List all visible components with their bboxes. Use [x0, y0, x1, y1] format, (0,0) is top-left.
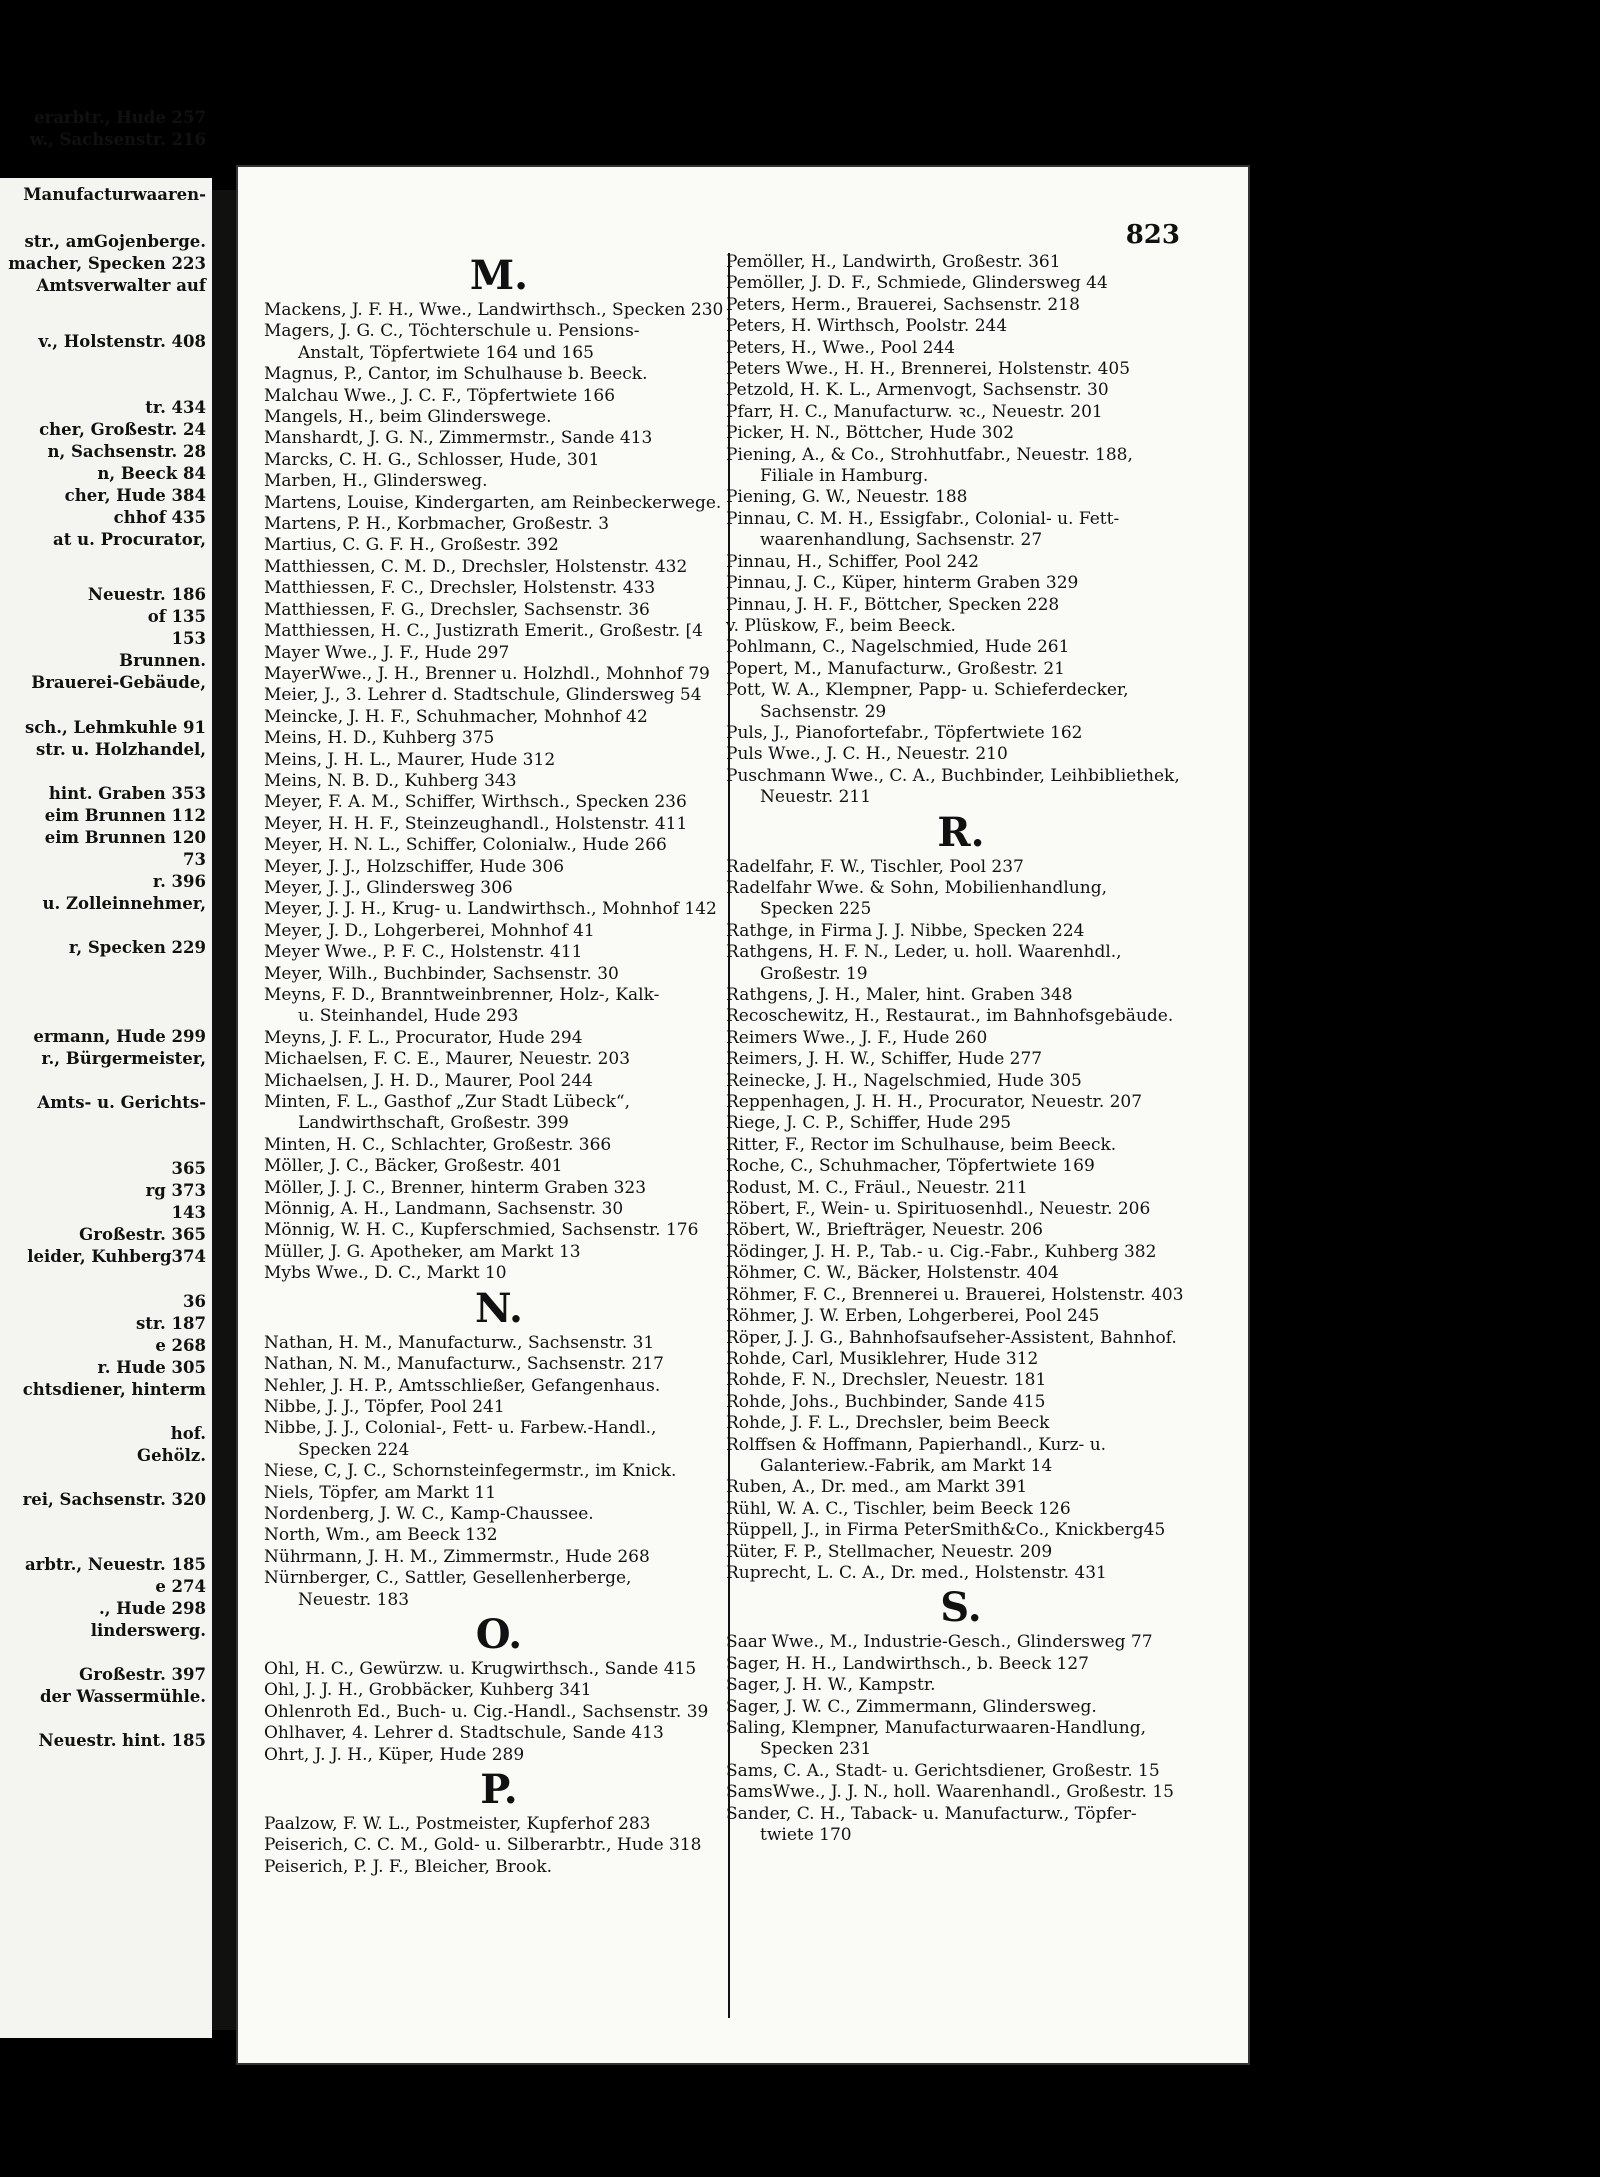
directory-entry: Matthiessen, F. G., Drechsler, Sachsenstr. 36 [264, 599, 650, 620]
directory-entry: Martens, Louise, Kindergarten, am Reinbeckerwege. [264, 492, 722, 513]
section-letter-heading: P. [480, 1766, 518, 1813]
directory-entry: Pott, W. A., Klempner, Papp- u. Schieferdecker, [726, 680, 1129, 701]
directory-entry: Mönnig, W. H. C., Kupferschmied, Sachsenstr. 176 [264, 1220, 699, 1241]
directory-entry: Röbert, F., Wein- u. Spirituosenhdl., Neuestr. 206 [726, 1199, 1151, 1220]
facing-page-line: tr. 434 [145, 398, 206, 417]
directory-entry: Ohl, J. J. H., Grobbäcker, Kuhberg 341 [264, 1680, 592, 1701]
directory-entry: Pinnau, J. H. F., Böttcher, Specken 228 [726, 594, 1060, 615]
directory-entry: Mackens, J. F. H., Wwe., Landwirthsch., Specken 230 [264, 300, 724, 320]
directory-entry: Rodust, M. C., Fräul., Neuestr. 211 [726, 1177, 1028, 1198]
directory-entry: Rüter, F. P., Stellmacher, Neuestr. 209 [726, 1541, 1053, 1562]
directory-entry: Möller, J. C., Bäcker, Großestr. 401 [264, 1156, 563, 1177]
directory-entry: Saar Wwe., M., Industrie-Gesch., Glindersweg 77 [726, 1632, 1153, 1653]
directory-entry: Rühl, W. A. C., Tischler, beim Beeck 126 [726, 1498, 1071, 1519]
directory-entry: Röhmer, F. C., Brennerei u. Brauerei, Holstenstr. 403 [726, 1284, 1184, 1305]
directory-entry: Pinnau, J. C., Küper, hinterm Graben 329 [726, 573, 1079, 594]
directory-entry-continuation: Sachsenstr. 29 [760, 701, 887, 722]
directory-entry: Nehler, J. H. P., Amtsschließer, Gefangenhaus. [264, 1375, 661, 1396]
directory-entry: Rohde, Carl, Musiklehrer, Hude 312 [726, 1348, 1039, 1369]
directory-entry: Röhmer, C. W., Bäcker, Holstenstr. 404 [726, 1263, 1059, 1284]
facing-page-line: of 135 [147, 607, 206, 626]
directory-entry: Nordenberg, J. W. C., Kamp-Chaussee. [264, 1503, 594, 1524]
facing-page-line: w., Sachsenstr. 216 [29, 130, 206, 149]
facing-page-line: 36 [183, 1292, 206, 1311]
facing-page-line: u. Zolleinnehmer, [42, 894, 206, 913]
directory-entry: Piening, G. W., Neuestr. 188 [726, 487, 968, 508]
directory-entry: Ruprecht, L. C. A., Dr. med., Holstenstr. 431 [726, 1562, 1107, 1583]
directory-entry: Rohde, J. F. L., Drechsler, beim Beeck [726, 1413, 1050, 1434]
directory-entry: Radelfahr, F. W., Tischler, Pool 237 [726, 856, 1024, 877]
directory-entry-continuation: Filiale in Hamburg. [760, 466, 929, 487]
facing-page-line: Amts- u. Gerichts- [37, 1093, 206, 1112]
directory-entry: Magnus, P., Cantor, im Schulhause b. Beeck. [264, 364, 648, 385]
directory-entry: Sager, H. H., Landwirthsch., b. Beeck 127 [726, 1653, 1089, 1674]
section-letter-heading: O. [475, 1610, 523, 1658]
directory-entry: MayerWwe., J. H., Brenner u. Holzhdl., Mohnhof 79 [264, 663, 710, 684]
directory-entry: Meins, H. D., Kuhberg 375 [264, 728, 495, 749]
left-page-edge [0, 108, 212, 2038]
directory-entry: Pohlmann, C., Nagelschmied, Hude 261 [726, 637, 1070, 658]
directory-entry: Petzold, H. K. L., Armenvogt, Sachsenstr. 30 [726, 380, 1109, 401]
facing-page-line: str. u. Holzhandel, [35, 740, 206, 759]
directory-entry: Michaelsen, J. H. D., Maurer, Pool 244 [264, 1070, 593, 1091]
directory-entry: Rödinger, J. H. P., Tab.- u. Cig.-Fabr., Kuhberg 382 [726, 1241, 1157, 1262]
facing-page-line: Neuestr. hint. 185 [38, 1731, 206, 1750]
facing-page-line: rg 373 [145, 1181, 206, 1200]
facing-page-line: e 274 [155, 1577, 206, 1596]
right-column [726, 252, 1196, 1846]
directory-entry: Roche, C., Schuhmacher, Töpfertwiete 169 [726, 1156, 1095, 1177]
directory-entry: Minten, F. L., Gasthof „Zur Stadt Lübeck“, [264, 1092, 630, 1113]
directory-entry: Marcks, C. H. G., Schlosser, Hude, 301 [264, 449, 600, 470]
facing-page-line: chhof 435 [113, 508, 206, 527]
directory-entry: Pemöller, H., Landwirth, Großestr. 361 [726, 252, 1061, 272]
section-letter-heading: M. [469, 252, 529, 299]
directory-entry: Meyer, F. A. M., Schiffer, Wirthsch., Specken 236 [264, 792, 687, 813]
directory-entry: Michaelsen, F. C. E., Maurer, Neuestr. 203 [264, 1049, 631, 1070]
directory-page [236, 165, 1250, 2065]
directory-entry: Meyer, H. H. F., Steinzeughandl., Holstenstr. 411 [264, 813, 688, 834]
directory-entry: Rathgens, H. F. N., Leder, u. holl. Waarenhdl., [726, 942, 1122, 963]
facing-page-line: e 268 [155, 1336, 206, 1355]
directory-entry: Meyer Wwe., P. F. C., Holstenstr. 411 [264, 942, 583, 963]
facing-page-line: Großestr. 365 [79, 1225, 206, 1244]
directory-entry: Pfarr, H. C., Manufacturw. ꝛc., Neuestr. 201 [726, 401, 1103, 422]
facing-page-line: arbtr., Neuestr. 185 [24, 1555, 206, 1574]
facing-page-line: erarbtr., Hude 257 [34, 108, 206, 127]
facing-page-line: Manufacturwaaren- [23, 185, 206, 204]
section-letter-heading: R. [937, 808, 985, 856]
directory-entry: Matthiessen, H. C., Justizrath Emerit., Großestr. [4 [264, 621, 703, 642]
directory-entry: Niese, C, J. C., Schornsteinfegermstr., im Knick. [264, 1461, 677, 1482]
facing-page-line: Neuestr. 186 [87, 585, 206, 604]
directory-entry: Röper, J. J. G., Bahnhofsaufseher-Assistent, Bahnhof. [726, 1327, 1177, 1348]
facing-page-line: ermann, Hude 299 [33, 1027, 206, 1046]
directory-entry: Pinnau, H., Schiffer, Pool 242 [726, 551, 979, 572]
directory-entry: Meier, J., 3. Lehrer d. Stadtschule, Glindersweg 54 [264, 685, 702, 706]
directory-entry-continuation: twiete 170 [760, 1825, 852, 1846]
directory-entry: Meyns, F. D., Branntweinbrenner, Holz-, Kalk- [264, 985, 660, 1005]
facing-page-line: chtsdiener, hinterm [22, 1380, 206, 1399]
directory-entry: Müller, J. G. Apotheker, am Markt 13 [264, 1241, 581, 1262]
facing-page-line: at u. Procurator, [53, 530, 206, 549]
directory-entry: Malchau Wwe., J. C. F., Töpfertwiete 166 [264, 385, 616, 406]
directory-entry: Popert, M., Manufacturw., Großestr. 21 [726, 658, 1065, 679]
facing-page-line: n, Beeck 84 [97, 464, 206, 483]
facing-page-line: leider, Kuhberg374 [27, 1247, 206, 1266]
directory-entry: SamsWwe., J. J. N., holl. Waarenhandl., Großestr. 15 [726, 1782, 1174, 1803]
directory-entry: Matthiessen, F. C., Drechsler, Holstenstr. 433 [264, 578, 656, 599]
facing-page-line: 73 [183, 850, 206, 869]
directory-entry-continuation: Anstalt, Töpfertwiete 164 und 165 [298, 342, 594, 363]
directory-entry: Mayer Wwe., J. F., Hude 297 [264, 642, 510, 663]
facing-page-line: ., Hude 298 [98, 1599, 206, 1618]
directory-entry: Picker, H. N., Böttcher, Hude 302 [726, 423, 1015, 444]
directory-entry: Mybs Wwe., D. C., Markt 10 [264, 1263, 507, 1284]
facing-page-line: n, Sachsenstr. 28 [47, 442, 206, 461]
facing-page-line: der Wassermühle. [40, 1687, 206, 1706]
facing-page-line: r, Specken 229 [68, 938, 206, 957]
directory-entry: Sams, C. A., Stadt- u. Gerichtsdiener, Großestr. 15 [726, 1760, 1160, 1781]
directory-entry: Reimers, J. H. W., Schiffer, Hude 277 [726, 1049, 1043, 1070]
directory-entry: Rüppell, J., in Firma PeterSmith&Co., Knickberg45 [726, 1520, 1166, 1541]
directory-entry: Minten, H. C., Schlachter, Großestr. 366 [264, 1134, 612, 1155]
directory-entry: Reinecke, J. H., Nagelschmied, Hude 305 [726, 1070, 1082, 1091]
facing-page-line: hint. Graben 353 [48, 784, 206, 803]
directory-entry: Reimers Wwe., J. F., Hude 260 [726, 1027, 988, 1048]
directory-entry: Puschmann Wwe., C. A., Buchbinder, Leihbibliethek, [726, 765, 1180, 786]
directory-entry: Mönnig, A. H., Landmann, Sachsenstr. 30 [264, 1199, 624, 1220]
directory-entry: Meins, J. H. L., Maurer, Hude 312 [264, 749, 556, 770]
directory-entry: Puls Wwe., J. C. H., Neuestr. 210 [726, 744, 1008, 765]
directory-entry: Meyer, J. D., Lohgerberei, Mohnhof 41 [264, 920, 595, 941]
directory-entry: Marben, H., Glindersweg. [264, 471, 488, 492]
directory-entry: Rathge, in Firma J. J. Nibbe, Specken 224 [726, 920, 1085, 941]
directory-entry: Magers, J. G. C., Töchterschule u. Pensions- [264, 321, 640, 342]
directory-entry: Nathan, H. M., Manufacturw., Sachsenstr. 31 [264, 1332, 655, 1353]
facing-page-line: r., Bürgermeister, [41, 1049, 206, 1068]
facing-page-line: str., amGojenberge. [24, 232, 206, 251]
directory-entry: Meyer, J. J., Glindersweg 306 [264, 877, 513, 898]
directory-entry: Peters, Herm., Brauerei, Sachsenstr. 218 [726, 294, 1080, 315]
directory-entry: Rathgens, J. H., Maler, hint. Graben 348 [726, 985, 1073, 1005]
directory-entry: Ohl, H. C., Gewürzw. u. Krugwirthsch., Sande 415 [264, 1658, 697, 1679]
facing-page-line: eim Brunnen 112 [44, 806, 206, 825]
directory-entry: Meyer, J. J. H., Krug- u. Landwirthsch., Mohnhof 142 [264, 899, 717, 920]
directory-entry: Nibbe, J. J., Töpfer, Pool 241 [264, 1396, 505, 1417]
directory-entry: Peters, H., Wwe., Pool 244 [726, 337, 956, 358]
facing-page-line: 153 [171, 629, 206, 648]
directory-entry: Meyer, H. N. L., Schiffer, Colonialw., Hude 266 [264, 835, 667, 856]
facing-page-line: Brunnen. [119, 651, 206, 670]
directory-entry: Nührmann, J. H. M., Zimmermstr., Hude 268 [264, 1546, 650, 1567]
directory-entry: Radelfahr Wwe. & Sohn, Mobilienhandlung, [726, 877, 1108, 898]
directory-entry: Ohlenroth Ed., Buch- u. Cig.-Handl., Sachsenstr. 39 [264, 1701, 709, 1722]
facing-page-line: 143 [171, 1203, 206, 1222]
section-letter-heading: N. [475, 1284, 523, 1332]
directory-entry: Martens, P. H., Korbmacher, Großestr. 3 [264, 514, 610, 535]
directory-entry-continuation: Großestr. 19 [760, 963, 868, 984]
directory-entry: Peiserich, C. C. M., Gold- u. Silberarbtr., Hude 318 [264, 1835, 702, 1856]
directory-entry: Riege, J. C. P., Schiffer, Hude 295 [726, 1113, 1012, 1134]
directory-entry: Peters, H. Wirthsch, Poolstr. 244 [726, 316, 1008, 337]
directory-entry: Recoschewitz, H., Restaurat., im Bahnhofsgebäude. [726, 1006, 1174, 1027]
facing-page-line: str. 187 [135, 1314, 206, 1333]
directory-entry: Ohrt, J. J. H., Küper, Hude 289 [264, 1744, 525, 1765]
facing-page-line: sch., Lehmkuhle 91 [24, 718, 206, 737]
facing-page-line: macher, Specken 223 [8, 254, 206, 273]
directory-entry: Saling, Klempner, Manufacturwaaren-Handlung, [726, 1718, 1146, 1738]
directory-entry-continuation: Specken 225 [760, 899, 872, 920]
directory-entry: Sager, J. H. W., Kampstr. [726, 1675, 936, 1696]
directory-entry: Meins, N. B. D., Kuhberg 343 [264, 770, 517, 791]
facing-page-line: Brauerei-Gebäude, [31, 673, 206, 692]
section-letter-heading: S. [940, 1584, 982, 1632]
facing-page-line: cher, Großestr. 24 [39, 420, 206, 439]
facing-page-line: Großestr. 397 [79, 1665, 206, 1684]
facing-page-line: hof. [170, 1424, 206, 1443]
directory-entry: Puls, J., Pianofortefabr., Töpfertwiete 162 [726, 722, 1083, 743]
facing-page-line: cher, Hude 384 [64, 486, 206, 505]
directory-entry: Meyer, J. J., Holzschiffer, Hude 306 [264, 856, 565, 877]
directory-entry: North, Wm., am Beeck 132 [264, 1525, 498, 1546]
directory-entry: Peters Wwe., H. H., Brennerei, Holstenstr. 405 [726, 359, 1131, 380]
directory-entry-continuation: Galanteriew.-Fabrik, am Markt 14 [760, 1455, 1053, 1476]
directory-entry: Martius, C. G. F. H., Großestr. 392 [264, 535, 559, 556]
directory-entry: Meincke, J. H. F., Schuhmacher, Mohnhof 42 [264, 706, 648, 727]
directory-entry: Nibbe, J. J., Colonial-, Fett- u. Farbew.-Handl., [264, 1418, 657, 1439]
directory-entry: v. Plüskow, F., beim Beeck. [726, 615, 956, 636]
directory-entry-continuation: u. Steinhandel, Hude 293 [298, 1006, 519, 1027]
directory-entry: Röbert, W., Briefträger, Neuestr. 206 [726, 1220, 1043, 1241]
directory-entry: Sander, C. H., Taback- u. Manufacturw., Töpfer- [726, 1803, 1137, 1824]
facing-page-line: linderswerg. [90, 1621, 206, 1640]
facing-page-line: r. 396 [152, 872, 206, 891]
directory-entry: Pemöller, J. D. F., Schmiede, Glindersweg 44 [726, 273, 1108, 294]
directory-entry: Piening, A., & Co., Strohhutfabr., Neuestr. 188, [726, 444, 1133, 465]
directory-entry: Möller, J. J. C., Brenner, hinterm Graben 323 [264, 1177, 647, 1198]
directory-entry: Sager, J. W. C., Zimmermann, Glindersweg. [726, 1696, 1097, 1717]
directory-entry: Paalzow, F. W. L., Postmeister, Kupferhof 283 [264, 1814, 651, 1834]
directory-entry-continuation: waarenhandlung, Sachsenstr. 27 [760, 530, 1043, 551]
directory-entry: Ohlhaver, 4. Lehrer d. Stadtschule, Sande 413 [264, 1723, 664, 1744]
directory-entry: Meyer, Wilh., Buchbinder, Sachsenstr. 30 [264, 963, 619, 984]
directory-entry: Matthiessen, C. M. D., Drechsler, Holstenstr. 432 [264, 556, 688, 577]
facing-page-line: v., Holstenstr. 408 [38, 332, 206, 351]
left-column [264, 252, 734, 1878]
directory-entry-continuation: Neuestr. 211 [760, 787, 872, 808]
directory-entry: Mangels, H., beim Glinderswege. [264, 407, 552, 428]
directory-entry: Reppenhagen, J. H. H., Procurator, Neuestr. 207 [726, 1092, 1143, 1113]
directory-entry: Peiserich, P. J. F., Bleicher, Brook. [264, 1856, 553, 1877]
facing-page-line: r. Hude 305 [97, 1358, 206, 1377]
facing-page-line: rei, Sachsenstr. 320 [22, 1490, 206, 1509]
directory-entry: Ruben, A., Dr. med., am Markt 391 [726, 1477, 1028, 1498]
directory-entry-continuation: Landwirthschaft, Großestr. 399 [298, 1113, 569, 1134]
directory-entry: Nürnberger, C., Sattler, Gesellenherberge, [264, 1568, 632, 1589]
directory-entry: Röhmer, J. W. Erben, Lohgerberei, Pool 245 [726, 1306, 1100, 1327]
directory-entry: Manshardt, J. G. N., Zimmermstr., Sande 413 [264, 428, 653, 449]
directory-entry-continuation: Specken 231 [760, 1739, 872, 1760]
page-number: 823 [1125, 220, 1180, 250]
directory-entry: Pinnau, C. M. H., Essigfabr., Colonial- u. Fett- [726, 508, 1120, 529]
directory-entry: Rolffsen & Hoffmann, Papierhandl., Kurz- u. [726, 1434, 1107, 1455]
directory-entry: Nathan, N. M., Manufacturw., Sachsenstr. 217 [264, 1354, 664, 1375]
facing-page-line: eim Brunnen 120 [44, 828, 206, 847]
directory-entry: Ritter, F., Rector im Schulhause, beim Beeck. [726, 1134, 1117, 1155]
directory-entry-continuation: Specken 224 [298, 1439, 410, 1460]
facing-page-line: Gehölz. [137, 1446, 206, 1465]
directory-entry-continuation: Neuestr. 183 [298, 1589, 410, 1610]
directory-entry: Niels, Töpfer, am Markt 11 [264, 1482, 497, 1503]
facing-page-line: Amtsverwalter auf [36, 276, 206, 295]
directory-entry: Rohde, Johs., Buchbinder, Sande 415 [726, 1391, 1046, 1412]
facing-page-line: 365 [171, 1159, 206, 1178]
directory-entry: Rohde, F. N., Drechsler, Neuestr. 181 [726, 1370, 1047, 1391]
directory-entry: Meyns, J. F. L., Procurator, Hude 294 [264, 1027, 583, 1048]
book-gutter [212, 190, 236, 2030]
